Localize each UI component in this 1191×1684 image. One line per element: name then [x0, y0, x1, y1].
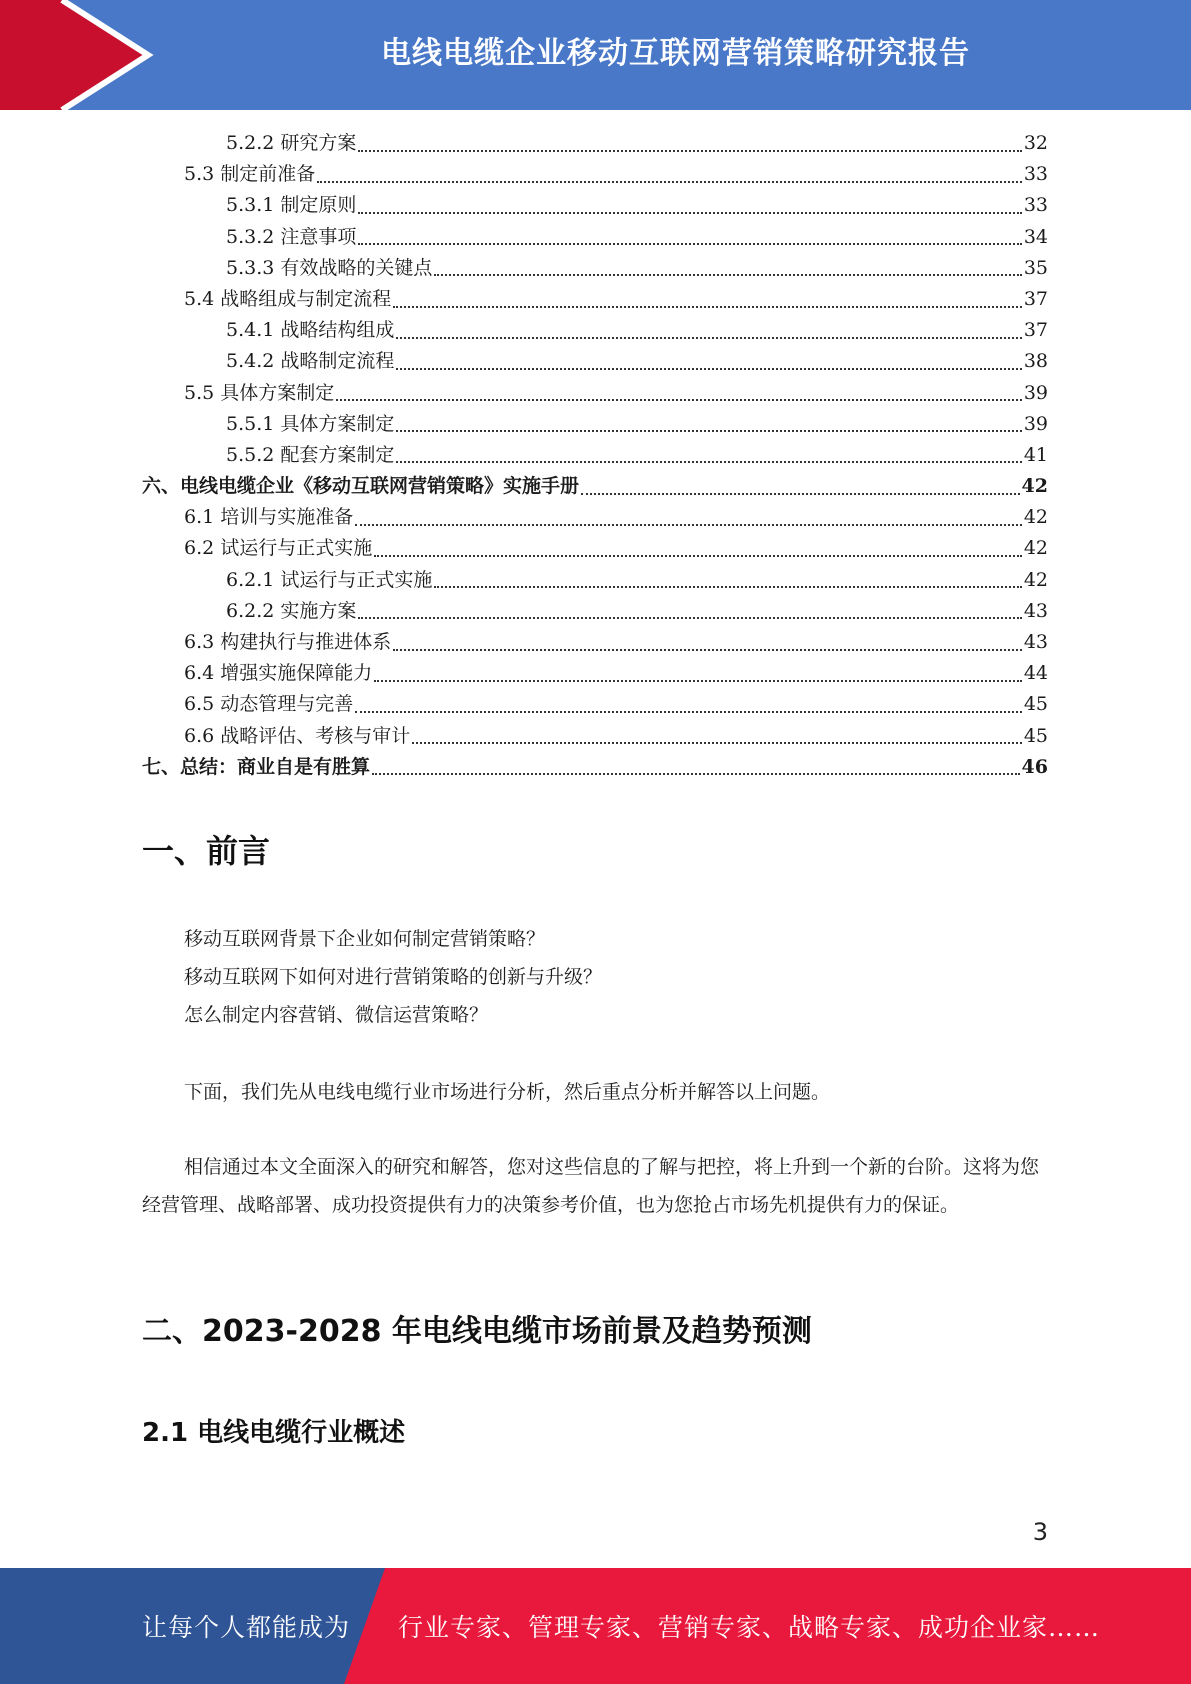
toc-entry-page: 42 [1023, 537, 1048, 560]
toc-leader-dots [374, 680, 1022, 682]
toc-entry-label: 6.1 培训与实施准备 [184, 506, 354, 529]
toc-entry-page: 43 [1023, 631, 1048, 653]
toc-leader-dots [396, 430, 1021, 432]
toc-entry-label: 6.2 试运行与正式实施 [184, 537, 373, 560]
toc-entry-page: 45 [1023, 724, 1048, 747]
toc-entry-page: 42 [1021, 475, 1048, 498]
toc-entry-label: 5.2.2 研究方案 [226, 132, 357, 154]
toc-entry-page: 41 [1023, 443, 1048, 466]
toc-entry-page: 38 [1023, 350, 1048, 373]
toc-entry[interactable] [142, 159, 1048, 190]
toc-entry-page: 37 [1023, 287, 1048, 310]
toc-entry[interactable] [142, 315, 1048, 346]
toc-entry[interactable] [142, 689, 1048, 720]
toc-entry[interactable] [142, 471, 1048, 502]
toc-leader-dots [396, 337, 1021, 339]
toc-entry[interactable] [142, 409, 1048, 440]
toc-entry[interactable] [142, 440, 1048, 471]
toc-entry-label: 6.6 战略评估、考核与审计 [184, 724, 411, 747]
toc-entry-label: 5.5.1 具体方案制定 [226, 412, 395, 435]
toc-entry[interactable] [142, 565, 1048, 596]
question-1: 移动互联网背景下企业如何制定营销策略？ [184, 928, 546, 950]
toc-entry-page: 34 [1023, 225, 1048, 248]
toc-leader-dots [434, 274, 1021, 276]
footer-slogan-right: 行业专家、管理专家、营销专家、战略专家、成功企业家…… [398, 1613, 1101, 1642]
toc-leader-dots [372, 773, 1020, 775]
toc-entry-label: 5.5 具体方案制定 [184, 381, 335, 404]
toc-entry[interactable] [142, 128, 1048, 159]
toc-leader-dots [393, 649, 1022, 651]
toc-leader-dots [412, 742, 1022, 744]
toc-leader-dots [396, 368, 1021, 370]
toc-entry[interactable] [142, 253, 1048, 284]
page-number: 3 [1032, 1518, 1048, 1546]
toc-entry-page: 33 [1023, 194, 1048, 217]
toc-entry-label: 5.4.1 战略结构组成 [226, 319, 395, 342]
toc-entry-page: 33 [1023, 163, 1048, 186]
toc-entry-label: 5.5.2 配套方案制定 [226, 443, 395, 466]
toc-leader-dots [358, 243, 1021, 245]
toc-entry[interactable] [142, 222, 1048, 253]
toc-leader-dots [358, 150, 1021, 152]
toc-entry-page: 32 [1023, 132, 1048, 154]
toc-entry[interactable] [142, 533, 1048, 564]
intro-paragraph: 下面，我们先从电线电缆行业市场进行分析，然后重点分析并解答以上问题。 [184, 1081, 831, 1103]
toc-entry-label: 六、电线电缆企业《移动互联网营销策略》实施手册 [142, 475, 580, 498]
section-heading-preface: 一、前言 [142, 832, 271, 870]
toc-leader-dots [358, 212, 1021, 214]
toc-entry-label: 5.3.1 制定原则 [226, 194, 357, 217]
toc-entry-page: 42 [1023, 568, 1048, 591]
toc-entry[interactable] [142, 284, 1048, 315]
toc-entry-page: 39 [1023, 412, 1048, 435]
toc-entry[interactable] [142, 658, 1048, 689]
toc-entry[interactable] [142, 190, 1048, 221]
toc-entry[interactable] [142, 627, 1048, 658]
summary-paragraph: 相信通过本文全面深入的研究和解答，您对这些信息的了解与把控，将上升到一个新的台阶。这将为您经营管理、战略部署、成功投资提供有力的决策参考价值，也为您抢占市场先机提供有力的保证。 [142, 1156, 1040, 1216]
toc-entry-page: 45 [1023, 693, 1048, 716]
toc-entry[interactable] [142, 596, 1048, 627]
toc-entry[interactable] [142, 502, 1048, 533]
toc-entry-page: 35 [1023, 256, 1048, 279]
toc-leader-dots [393, 306, 1022, 308]
toc-entry-page: 39 [1023, 381, 1048, 404]
toc-leader-dots [374, 555, 1022, 557]
toc-leader-dots [581, 493, 1020, 495]
toc-entry-page: 46 [1021, 755, 1048, 778]
toc-leader-dots [434, 586, 1021, 588]
toc-entry-label: 5.3 制定前准备 [184, 163, 316, 186]
question-2: 移动互联网下如何对进行营销策略的创新与升级？ [184, 966, 603, 988]
report-title: 电线电缆企业移动互联网营销策略研究报告 [381, 36, 970, 71]
toc-leader-dots [355, 711, 1022, 713]
table-of-contents [142, 128, 1048, 783]
toc-entry-label: 6.3 构建执行与推进体系 [184, 631, 392, 653]
toc-entry[interactable] [142, 721, 1048, 752]
toc-entry-label: 5.3.2 注意事项 [226, 225, 357, 248]
section-heading-market-outlook: 二、2023-2028 年电线电缆市场前景及趋势预测 [142, 1314, 812, 1349]
page-header [0, 0, 1191, 110]
toc-entry-label: 5.4.2 战略制定流程 [226, 350, 395, 373]
toc-entry-label: 6.2.2 实施方案 [226, 599, 357, 622]
question-3: 怎么制定内容营销、微信运营策略？ [184, 1004, 489, 1026]
toc-entry-page: 42 [1023, 506, 1048, 529]
toc-entry-label: 6.4 增强实施保障能力 [184, 662, 373, 685]
toc-leader-dots [358, 617, 1021, 619]
toc-leader-dots [336, 399, 1022, 401]
subsection-heading-overview: 2.1 电线电缆行业概述 [142, 1418, 406, 1448]
toc-leader-dots [317, 181, 1022, 183]
toc-entry[interactable] [142, 378, 1048, 409]
toc-leader-dots [396, 461, 1021, 463]
toc-entry[interactable] [142, 346, 1048, 377]
toc-entry-label: 七、总结：商业自是有胜算 [142, 755, 371, 778]
page-footer [0, 1568, 1191, 1684]
toc-entry-label: 5.4 战略组成与制定流程 [184, 287, 392, 310]
footer-slogan-left: 让每个人都能成为 [142, 1613, 351, 1642]
toc-entry-page: 43 [1023, 599, 1048, 622]
toc-entry-page: 44 [1023, 662, 1048, 685]
toc-entry-label: 6.5 动态管理与完善 [184, 693, 354, 716]
toc-entry-label: 6.2.1 试运行与正式实施 [226, 568, 433, 591]
toc-leader-dots [355, 524, 1022, 526]
toc-entry-page: 37 [1023, 319, 1048, 342]
toc-entry[interactable] [142, 752, 1048, 783]
toc-entry-label: 5.3.3 有效战略的关键点 [226, 256, 433, 279]
